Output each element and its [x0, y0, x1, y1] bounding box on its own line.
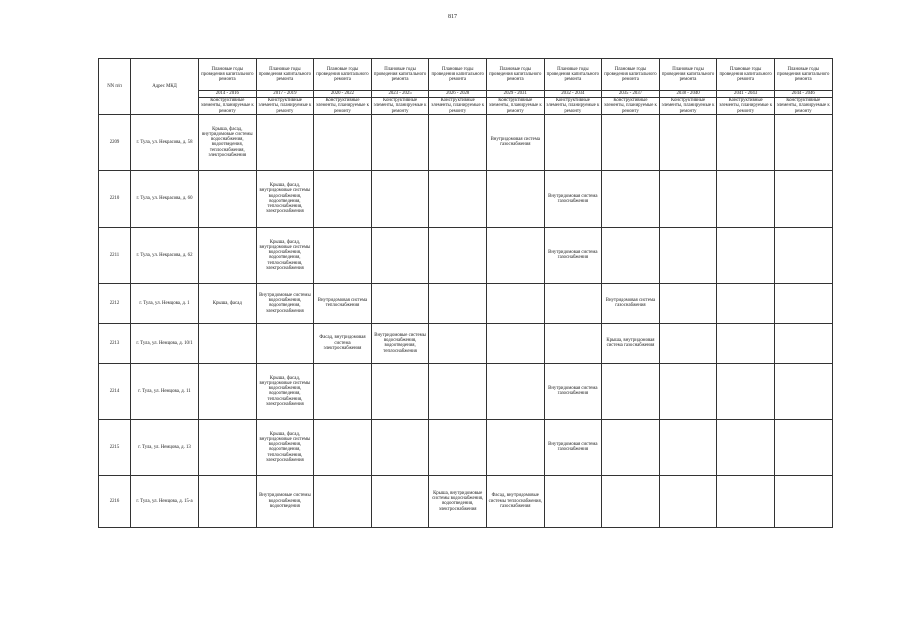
elements-0: Конструктивные элементы, планируемые к ремонту — [199, 98, 257, 115]
repair-cell-period-2 — [314, 114, 372, 170]
repair-cell-period-0 — [199, 227, 257, 283]
repair-cell-period-4 — [429, 419, 487, 475]
repair-cell-period-0 — [199, 419, 257, 475]
repair-cell-period-0 — [199, 475, 257, 527]
repair-cell-period-4 — [429, 114, 487, 170]
repair-cell-period-3 — [371, 475, 429, 527]
repair-cell-period-1: Крыша, фасад, внутридомовые системы водоснабжения, водоотведения, теплоснабжения, электроснабжения — [256, 170, 314, 227]
row-address: г. Тула, ул. Немцова, д. 1 — [131, 283, 199, 323]
row-address: г. Тула, ул. Немцова, д. 13 — [131, 419, 199, 475]
repair-cell-period-7 — [602, 114, 660, 170]
elements-2: Конструктивные элементы, планируемые к ремонту — [314, 98, 372, 115]
repair-cell-period-10 — [774, 283, 832, 323]
repair-cell-period-1: Крыша, фасад, внутридомовые системы водоснабжения, водоотведения, теплоснабжения, электроснабжения — [256, 419, 314, 475]
repair-cell-period-10 — [774, 363, 832, 419]
repair-cell-period-4 — [429, 170, 487, 227]
header-plan-2: Плановые годы проведения капитального ремонта — [314, 59, 372, 91]
elements-5: Конструктивные элементы, планируемые к ремонту — [486, 98, 544, 115]
repair-cell-period-5 — [486, 363, 544, 419]
repair-cell-period-7: Крыша, внутридомовая система газоснабжения — [602, 323, 660, 363]
header-plan-7: Плановые годы проведения капитального ремонта — [602, 59, 660, 91]
repair-cell-period-2 — [314, 363, 372, 419]
header-plan-4: Плановые годы проведения капитального ремонта — [429, 59, 487, 91]
repair-cell-period-8 — [659, 114, 717, 170]
repair-cell-period-9 — [717, 363, 775, 419]
header-row-elements — [99, 98, 833, 115]
repair-cell-period-6 — [544, 323, 602, 363]
repair-cell-period-2: Фасад, внутридомовая система электроснабжения — [314, 323, 372, 363]
capital-repair-plan-table — [98, 58, 833, 528]
repair-cell-period-4 — [429, 227, 487, 283]
header-row-plan — [99, 59, 833, 91]
repair-cell-period-4 — [429, 323, 487, 363]
table-row — [99, 227, 833, 283]
repair-cell-period-5 — [486, 419, 544, 475]
repair-cell-period-4 — [429, 363, 487, 419]
repair-cell-period-9 — [717, 323, 775, 363]
repair-cell-period-3 — [371, 170, 429, 227]
repair-cell-period-1: Внутридомовые системы водоснабжения, водоотведения — [256, 475, 314, 527]
repair-cell-period-3: Внутридомовые системы водоснабжения, водоотведения, теплоснабжения — [371, 323, 429, 363]
repair-cell-period-5 — [486, 323, 544, 363]
repair-cell-period-8 — [659, 170, 717, 227]
period-6: 2032 - 2034 — [544, 91, 602, 98]
elements-4: Конструктивные элементы, планируемые к ремонту — [429, 98, 487, 115]
period-7: 2035 - 2037 — [602, 91, 660, 98]
repair-cell-period-9 — [717, 227, 775, 283]
repair-cell-period-4: Крыша, внутридомовые системы водоснабжения, водоотведения, электроснабжения — [429, 475, 487, 527]
repair-cell-period-7 — [602, 363, 660, 419]
repair-cell-period-1: Внутридомовые системы водоснабжения, водоотведения, электроснабжения — [256, 283, 314, 323]
repair-cell-period-7 — [602, 419, 660, 475]
elements-7: Конструктивные элементы, планируемые к ремонту — [602, 98, 660, 115]
repair-cell-period-0: Крыша, фасад — [199, 283, 257, 323]
repair-cell-period-7 — [602, 475, 660, 527]
row-number: 2210 — [99, 170, 131, 227]
repair-cell-period-8 — [659, 419, 717, 475]
header-plan-3: Плановые годы проведения капитального ремонта — [371, 59, 429, 91]
repair-cell-period-3 — [371, 419, 429, 475]
repair-cell-period-9 — [717, 419, 775, 475]
row-number: 2214 — [99, 363, 131, 419]
header-address: Адрес МКД — [131, 59, 199, 115]
elements-6: Конструктивные элементы, планируемые к ремонту — [544, 98, 602, 115]
repair-cell-period-10 — [774, 419, 832, 475]
row-address: г. Тула, ул. Немцова, д. 11 — [131, 363, 199, 419]
row-number: 2209 — [99, 114, 131, 170]
repair-cell-period-3 — [371, 114, 429, 170]
repair-cell-period-6: Внутридомовая система газоснабжения — [544, 227, 602, 283]
repair-cell-period-3 — [371, 363, 429, 419]
elements-10: Конструктивные элементы, планируемые к ремонту — [774, 98, 832, 115]
row-number: 2211 — [99, 227, 131, 283]
repair-cell-period-10 — [774, 323, 832, 363]
period-3: 2023 - 2025 — [371, 91, 429, 98]
header-plan-6: Плановые годы проведения капитального ремонта — [544, 59, 602, 91]
table-body — [99, 59, 833, 528]
row-address: г. Тула, ул. Немцова, д. 10/1 — [131, 323, 199, 363]
repair-cell-period-8 — [659, 283, 717, 323]
row-number: 2215 — [99, 419, 131, 475]
repair-cell-period-6 — [544, 475, 602, 527]
repair-cell-period-9 — [717, 475, 775, 527]
elements-1: Конструктивные элементы, планируемые к ремонту — [256, 98, 314, 115]
elements-8: Конструктивные элементы, планируемые к ремонту — [659, 98, 717, 115]
repair-cell-period-6 — [544, 283, 602, 323]
repair-cell-period-1: Крыша, фасад, внутридомовые системы водоснабжения, водоотведения, теплоснабжения, электроснабжения — [256, 227, 314, 283]
period-1: 2017 - 2019 — [256, 91, 314, 98]
header-plan-8: Плановые годы проведения капитального ремонта — [659, 59, 717, 91]
repair-cell-period-5 — [486, 227, 544, 283]
repair-cell-period-9 — [717, 283, 775, 323]
row-address: г. Тула, ул. Некрасова, д. 62 — [131, 227, 199, 283]
table-row — [99, 475, 833, 527]
repair-cell-period-0 — [199, 363, 257, 419]
table-row — [99, 170, 833, 227]
repair-cell-period-7: Внутридомовая система газоснабжения — [602, 283, 660, 323]
repair-cell-period-0 — [199, 323, 257, 363]
elements-3: Конструктивные элементы, планируемые к ремонту — [371, 98, 429, 115]
table-row — [99, 323, 833, 363]
header-plan-0: Плановые годы проведения капитального ремонта — [199, 59, 257, 91]
row-address: г. Тула, ул. Немцова, д. 15-а — [131, 475, 199, 527]
repair-cell-period-1 — [256, 114, 314, 170]
period-2: 2020 - 2022 — [314, 91, 372, 98]
repair-cell-period-9 — [717, 170, 775, 227]
repair-cell-period-2 — [314, 419, 372, 475]
repair-cell-period-6: Внутридомовая система газоснабжения — [544, 419, 602, 475]
header-plan-9: Плановые годы проведения капитального ремонта — [717, 59, 775, 91]
row-number: 2216 — [99, 475, 131, 527]
elements-9: Конструктивные элементы, планируемые к ремонту — [717, 98, 775, 115]
repair-cell-period-0 — [199, 170, 257, 227]
repair-cell-period-9 — [717, 114, 775, 170]
row-address: г. Тула, ул. Некрасова, д. 60 — [131, 170, 199, 227]
repair-cell-period-3 — [371, 227, 429, 283]
repair-cell-period-8 — [659, 475, 717, 527]
repair-cell-period-4 — [429, 283, 487, 323]
table-row — [99, 114, 833, 170]
repair-cell-period-1: Крыша, фасад, внутридомовые системы водоснабжения, водоотведения, теплоснабжения, электроснабжения — [256, 363, 314, 419]
header-row-periods — [99, 91, 833, 98]
repair-cell-period-8 — [659, 323, 717, 363]
period-4: 2026 - 2028 — [429, 91, 487, 98]
header-plan-5: Плановые годы проведения капитального ремонта — [486, 59, 544, 91]
period-9: 2041 - 2043 — [717, 91, 775, 98]
period-8: 2038 - 2040 — [659, 91, 717, 98]
repair-cell-period-5: Фасад, внутридомовые системы теплоснабжения, газоснабжения — [486, 475, 544, 527]
repair-cell-period-3 — [371, 283, 429, 323]
header-plan-10: Плановые годы проведения капитального ремонта — [774, 59, 832, 91]
repair-cell-period-5 — [486, 170, 544, 227]
header-plan-1: Плановые годы проведения капитального ремонта — [256, 59, 314, 91]
table-row — [99, 363, 833, 419]
repair-cell-period-8 — [659, 227, 717, 283]
row-number: 2212 — [99, 283, 131, 323]
repair-cell-period-10 — [774, 475, 832, 527]
repair-cell-period-6 — [544, 114, 602, 170]
repair-cell-period-10 — [774, 227, 832, 283]
table-row — [99, 283, 833, 323]
repair-cell-period-5 — [486, 283, 544, 323]
repair-cell-period-10 — [774, 170, 832, 227]
repair-cell-period-6: Внутридомовая система газоснабжения — [544, 170, 602, 227]
repair-cell-period-2 — [314, 227, 372, 283]
repair-cell-period-8 — [659, 363, 717, 419]
repair-cell-period-0: Крыша, фасад, внутридомовые системы водоснабжения, водоотведения, теплоснабжения, электроснабжения — [199, 114, 257, 170]
repair-cell-period-2: Внутридомовая система теплоснабжения — [314, 283, 372, 323]
period-0: 2014 - 2016 — [199, 91, 257, 98]
repair-cell-period-7 — [602, 227, 660, 283]
page-number: 817 — [448, 14, 457, 20]
repair-cell-period-2 — [314, 475, 372, 527]
period-10: 2044 - 2046 — [774, 91, 832, 98]
row-address: г. Тула, ул. Некрасова, д. 58 — [131, 114, 199, 170]
repair-cell-period-5: Внутридомовая система газоснабжения — [486, 114, 544, 170]
repair-cell-period-1 — [256, 323, 314, 363]
table-row — [99, 419, 833, 475]
header-num: NN п/п — [99, 59, 131, 115]
repair-cell-period-7 — [602, 170, 660, 227]
repair-cell-period-10 — [774, 114, 832, 170]
row-number: 2213 — [99, 323, 131, 363]
repair-cell-period-2 — [314, 170, 372, 227]
period-5: 2029 - 2031 — [486, 91, 544, 98]
repair-cell-period-6: Внутридомовая система газоснабжения — [544, 363, 602, 419]
